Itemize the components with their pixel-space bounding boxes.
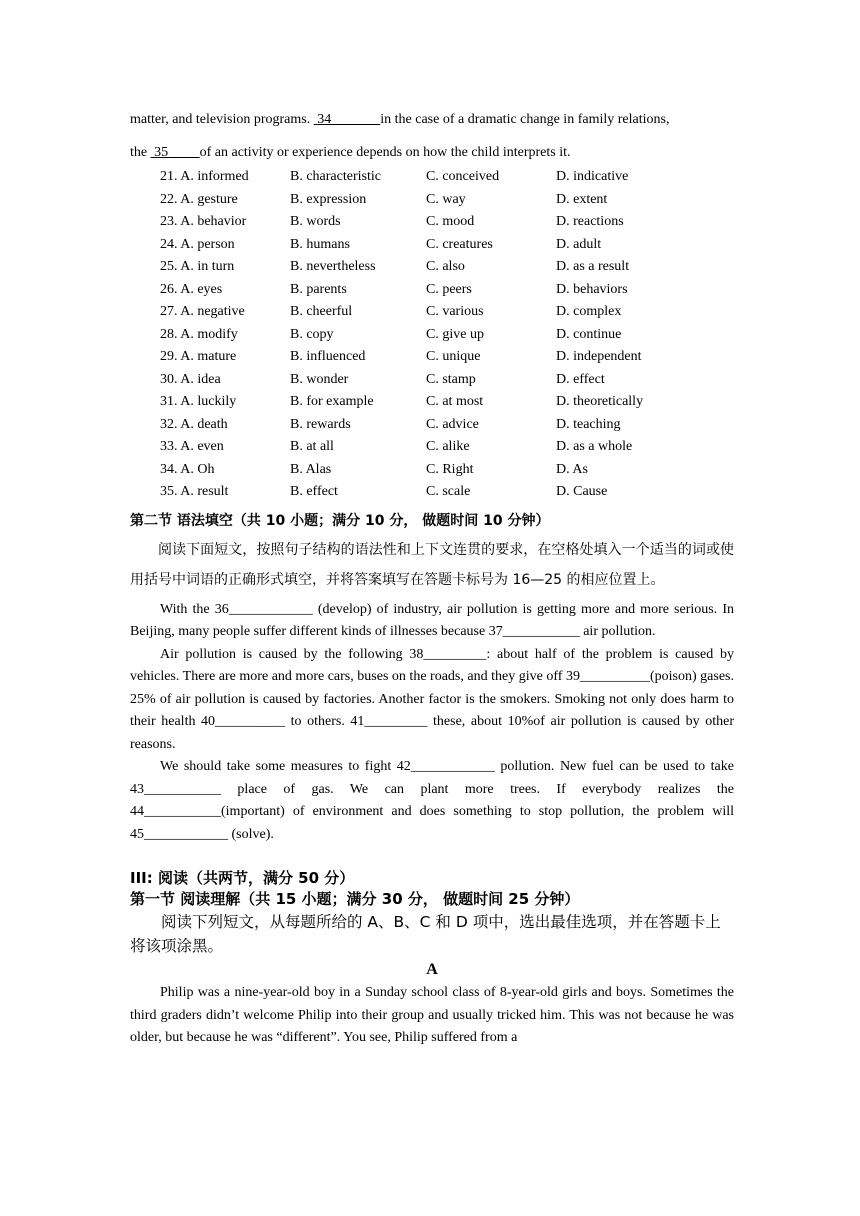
option-c: C. give up	[426, 326, 484, 342]
option-c: C. advice	[426, 416, 479, 432]
option-d: D. Cause	[556, 484, 608, 499]
option-d: D. independent	[556, 349, 642, 364]
option-c: C. scale	[426, 484, 471, 499]
option-c: C. stamp	[426, 371, 476, 387]
section2-paragraph-3: We should take some measures to fight 42____________ pollution. New fuel can be used to take 43___________ place of gas. We can plant more trees. If everybody realizes the 44___________(important) of environment and does something to stop pollution, the problem will 45____________ (solve).	[130, 759, 734, 842]
option-c: C. unique	[426, 349, 481, 364]
option-a: 26. A. eyes	[160, 281, 223, 297]
option-d: D. reactions	[556, 214, 624, 229]
option-d: D. indicative	[556, 169, 629, 184]
option-d: D. behaviors	[556, 281, 628, 297]
option-b: B. for example	[290, 394, 374, 409]
option-c: C. also	[426, 259, 465, 274]
option-row	[160, 417, 643, 440]
section3-heading: III: 阅读（共两节，满分 50 分）	[130, 869, 355, 887]
option-b: B. cheerful	[290, 304, 353, 319]
option-b: B. Alas	[290, 461, 332, 477]
section2-paragraph-2: Air pollution is caused by the following 38_________: about half of the problem is caused by vehicles. There are more and more cars, buses on the roads, and they give off 39__________(poison) gases. 25% of air pollution is caused by factories. Another factor is the smokers. Smoking not only does harm to their health 40__________ to others. 41_________ these, about 10%of air pollution is caused by other reasons.	[130, 646, 734, 752]
section2-heading: 第二节 语法填空（共 10 小题；满分 10 分， 做题时间 10 分钟）	[130, 512, 550, 529]
option-row	[160, 282, 643, 305]
option-b: B. effect	[290, 484, 338, 499]
option-d: D. complex	[556, 304, 622, 319]
option-a: 22. A. gesture	[160, 191, 238, 207]
option-c: C. way	[426, 191, 466, 207]
option-d: D. theoretically	[556, 394, 644, 409]
option-row	[160, 462, 643, 485]
option-c: C. peers	[426, 281, 472, 297]
passage-text: Philip was a nine-year-old boy in a Sunday school class of 8-year-old girls and boys. Sometimes the third graders didn’t welcome Philip into their group and usually tricked him. This was not because he was older, but because he was “different”. You see, Philip suffered from a	[130, 985, 734, 1045]
option-c: C. alike	[426, 439, 470, 454]
intro-text: matter, and television programs.	[130, 112, 314, 127]
option-d: D. continue	[556, 326, 622, 342]
option-row	[160, 372, 643, 395]
option-d: D. as a result	[556, 259, 630, 274]
option-a: 30. A. idea	[160, 371, 221, 387]
option-a: 28. A. modify	[160, 326, 238, 342]
option-row	[160, 259, 643, 282]
option-row	[160, 192, 643, 215]
option-c: C. mood	[426, 214, 475, 229]
intro-line-2	[130, 143, 734, 163]
options-table	[160, 169, 643, 507]
option-b: B. influenced	[290, 349, 366, 364]
option-row	[160, 439, 643, 462]
option-row	[160, 169, 643, 192]
option-c: C. various	[426, 304, 484, 319]
option-d: D. As	[556, 461, 588, 477]
intro-text: the	[130, 145, 151, 160]
section2-instruction: 阅读下面短文，按照句子结构的语法性和上下文连贯的要求，在空格处填入一个适当的词或使用括号中词语的正确形式填空，并将答案填写在答题卡标号为 16—25 的相应位置上。	[130, 541, 734, 588]
option-row	[160, 237, 643, 260]
option-b: B. humans	[290, 236, 350, 252]
section3-subheading: 第一节 阅读理解（共 15 小题；满分 30 分， 做题时间 25 分钟）	[130, 890, 580, 908]
option-d: D. as a whole	[556, 439, 633, 454]
option-b: B. wonder	[290, 371, 349, 387]
option-a: 29. A. mature	[160, 349, 237, 364]
blank-35: 35	[154, 145, 169, 160]
option-row	[160, 214, 643, 237]
option-b: B. at all	[290, 439, 334, 454]
option-b: B. rewards	[290, 416, 351, 432]
section2-paragraph-1: With the 36____________ (develop) of industry, air pollution is getting more and more serious. In Beijing, many people suffer different kinds of illnesses because 37___________ air pollution.	[130, 601, 734, 639]
option-a: 34. A. Oh	[160, 461, 215, 477]
document-page	[130, 110, 734, 1050]
option-a: 27. A. negative	[160, 304, 245, 319]
option-a: 21. A. informed	[160, 169, 249, 184]
option-d: D. teaching	[556, 416, 621, 432]
intro-text: of an activity or experience depends on how the child interprets it.	[199, 145, 571, 160]
option-d: D. effect	[556, 371, 605, 387]
option-c: C. Right	[426, 461, 474, 477]
option-row	[160, 327, 643, 350]
option-row	[160, 304, 643, 327]
intro-text: in the case of a dramatic change in family relations,	[380, 112, 670, 127]
option-b: B. copy	[290, 326, 334, 342]
option-b: B. nevertheless	[290, 259, 376, 274]
option-a: 24. A. person	[160, 236, 235, 252]
option-a: 23. A. behavior	[160, 214, 247, 229]
option-a: 32. A. death	[160, 416, 228, 432]
option-d: D. adult	[556, 236, 602, 252]
intro-line-1	[130, 110, 734, 130]
option-b: B. characteristic	[290, 169, 381, 184]
option-a: 35. A. result	[160, 484, 229, 499]
blank-34: 34	[317, 112, 332, 127]
option-row	[160, 349, 643, 372]
option-b: B. words	[290, 214, 341, 229]
option-c: C. creatures	[426, 236, 493, 252]
option-row	[160, 394, 643, 417]
option-c: C. at most	[426, 394, 484, 409]
option-a: 33. A. even	[160, 439, 224, 454]
option-row	[160, 484, 643, 507]
option-a: 31. A. luckily	[160, 394, 237, 409]
option-b: B. expression	[290, 191, 367, 207]
section3-instruction: 阅读下列短文，从每题所给的 A、B、C 和 D 项中，选出最佳选项，并在答题卡上将该项涂黑。	[130, 913, 721, 955]
option-d: D. extent	[556, 191, 608, 207]
option-a: 25. A. in turn	[160, 259, 235, 274]
option-c: C. conceived	[426, 169, 500, 184]
passage-label: A	[426, 961, 438, 978]
option-b: B. parents	[290, 281, 347, 297]
